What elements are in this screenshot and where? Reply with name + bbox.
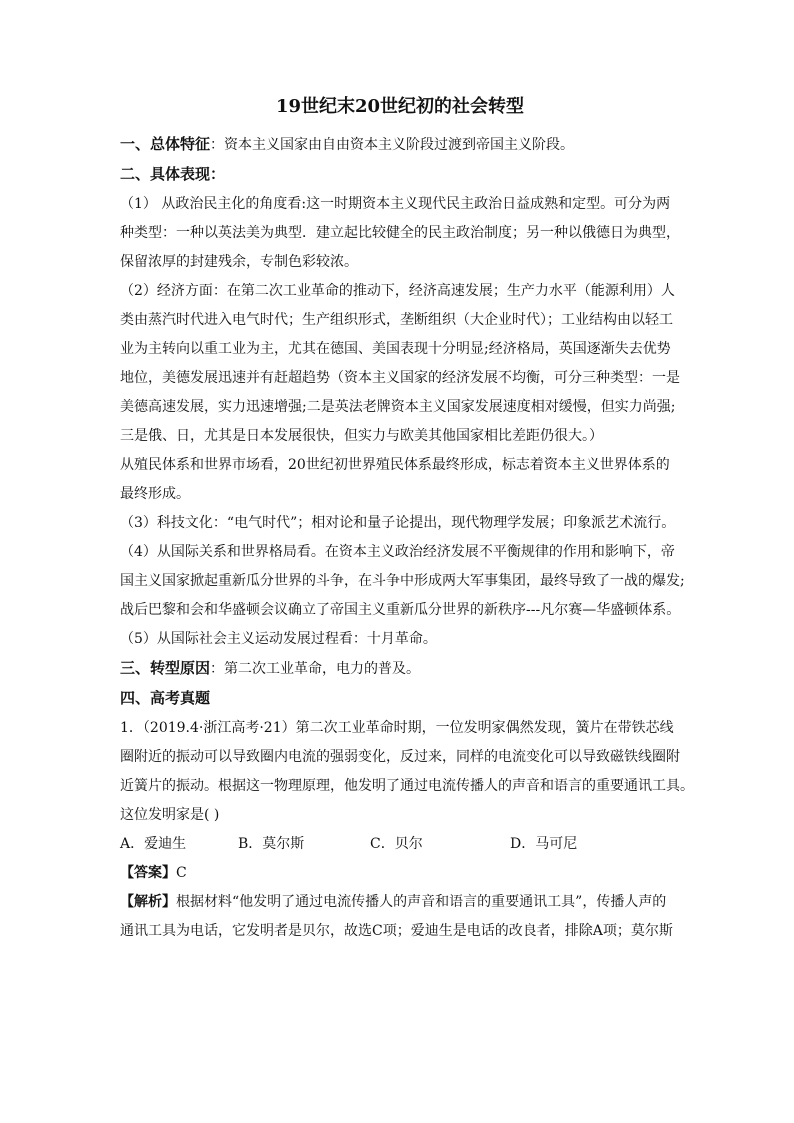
analysis-row: [120, 888, 680, 917]
section-4-heading-row: [120, 684, 680, 714]
text-line: 地位，美德发展迅速并有赶超趋势（资本主义国家的经济发展不均衡，可分三种类型：一是: [120, 370, 680, 386]
question-line: 这位发明家是( ): [120, 807, 220, 823]
section-1-heading: 一、总体特征: [120, 135, 211, 153]
text-line: 战后巴黎和会和华盛顿会议确立了帝国主义重新瓜分世界的新秩序---凡尔赛—华盛顿体系。: [120, 602, 681, 618]
section-1-text: ：资本主义国家由自由资本主义阶段过渡到帝国主义阶段。: [210, 137, 575, 153]
analysis-line: 通讯工具为电话，它发明者是贝尔，故选C项；爱迪生是电话的改良者，排除A项；莫尔斯: [120, 923, 673, 939]
text-line: 保留浓厚的封建残余，专制色彩较浓。: [120, 254, 358, 270]
question-1-options: [120, 830, 680, 859]
section-3-heading: 三、转型原因: [120, 659, 211, 677]
option-b: B．莫尔斯: [238, 836, 305, 852]
section-2-body: [120, 190, 685, 654]
text-line: （5）从国际社会主义运动发展过程看：十月革命。: [120, 631, 437, 647]
text-line: （1） 从政治民主化的角度看:这一时期资本主义现代民主政治日益成熟和定型。可分为两: [120, 196, 671, 212]
document-page: [120, 92, 694, 946]
section-4-heading: 四、高考真题: [120, 689, 211, 707]
section-3: [120, 654, 680, 684]
text-line: 类由蒸汽时代进入电气时代；生产组织形式，垄断组织（大企业时代）；工业结构由以轻工: [120, 312, 673, 328]
text-line: 三是俄、日，尤其是日本发展很快，但实力与欧美其他国家相比差距仍很大。）: [120, 428, 603, 444]
question-line: 近簧片的振动。根据这一物理原理，他发明了通过电流传播人的声音和语言的重要通讯工具。: [120, 778, 694, 794]
analysis-label: 【解析】: [120, 894, 176, 910]
option-a: A．爱迪生: [120, 836, 187, 852]
text-line: 从殖民体系和世界市场看，20世纪初世界殖民体系最终形成，标志着资本主义世界体系的: [120, 457, 670, 473]
section-1: [120, 130, 680, 160]
answer-value: C: [176, 865, 187, 881]
text-line: 业为主转向以重工业为主，尤其在德国、美国表现十分明显;经济格局，英国逐渐失去优势: [120, 341, 671, 357]
analysis-text: 根据材料“他发明了通过电流传播人的声音和语言的重要通讯工具”，传播人声的: [176, 894, 667, 910]
option-c: C．贝尔: [370, 836, 423, 852]
question-line: 1．（2019.4·浙江高考·21）第二次工业革命时期，一位发明家偶然发现，簧片在带铁芯线: [120, 720, 674, 736]
section-2-colon: ：: [210, 165, 226, 183]
document-title: 19世纪末20世纪初的社会转型: [275, 96, 525, 117]
answer-label: 【答案】: [120, 865, 176, 881]
text-line: （3）科技文化：“电气时代”；相对论和量子论提出，现代物理学发展；印象派艺术流行。: [120, 515, 676, 531]
question-line: 圈附近的振动可以导致圈内电流的强弱变化，反过来，同样的电流变化可以导致磁铁线圈附: [120, 749, 680, 765]
text-line: 种类型：一种以英法美为典型．建立起比较健全的民主政治制度；另一种以俄德日为典型，: [120, 225, 680, 241]
text-line: 美德高速发展，实力迅速增强;二是英法老牌资本主义国家发展速度相对缓慢，但实力尚强;: [120, 399, 676, 415]
question-1: [120, 714, 694, 830]
section-2-heading-row: [120, 160, 680, 190]
option-d: D．马可尼: [510, 836, 578, 852]
answer-row: [120, 859, 680, 888]
text-line: 最终形成。: [120, 486, 190, 502]
section-2-heading: 二、具体表现: [120, 165, 211, 183]
text-line: （4）从国际关系和世界格局看。在资本主义政治经济发展不平衡规律的作用和影响下，帝: [120, 544, 675, 560]
text-line: 国主义国家掀起重新瓜分世界的斗争，在斗争中形成两大军事集团，最终导致了一战的爆发;: [120, 573, 685, 589]
section-3-text: ：第二次工业革命，电力的普及。: [210, 661, 421, 677]
text-line: （2）经济方面：在第二次工业革命的推动下，经济高速发展；生产力水平（能源利用）人: [120, 283, 675, 299]
